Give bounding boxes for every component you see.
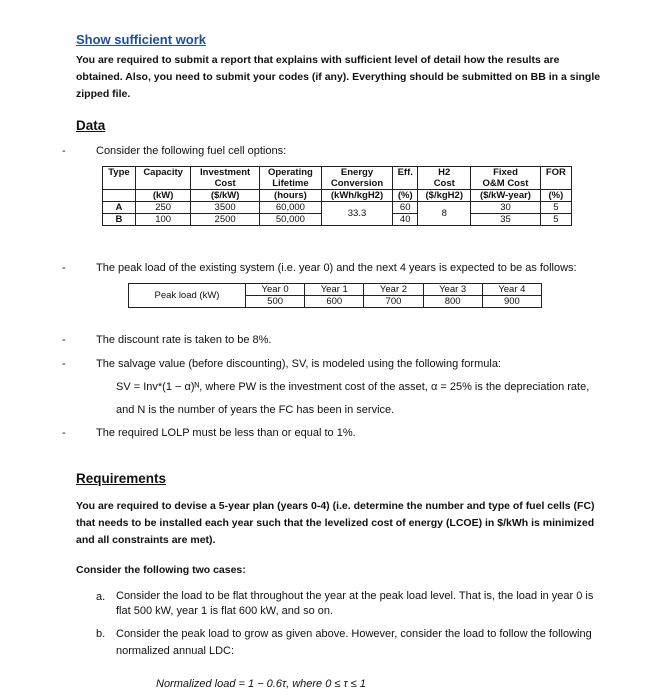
table-unit-cell: (kWh/kgH2) [321, 190, 392, 202]
table-header-cell [540, 178, 571, 190]
table-header-cell: Year 0 [246, 284, 305, 296]
table-cell: 35 [471, 214, 541, 226]
table-cell: 700 [364, 296, 423, 308]
table-unit-cell: ($/kW) [191, 190, 260, 202]
table-header-cell: Conversion [321, 178, 392, 190]
table-header-cell: Cost [418, 178, 471, 190]
table-cell: 60 [393, 202, 418, 214]
table-header-cell [103, 178, 136, 190]
requirements-paragraph: You are required to devise a 5-year plan (years 0-4) (i.e. determine the number and type of fuel cells (FC) that needs to be installed each year such that the levelized cost of energy (LCOE) in $/kWh is minimized and all constraints are met). [76, 500, 595, 546]
table-unit-cell: ($/kW-year) [471, 190, 541, 202]
table-unit-cell [103, 190, 136, 202]
lolp-text: The required LOLP must be less than or equal to 1%. [96, 427, 356, 439]
table-cell: 5 [540, 214, 571, 226]
peak-load-table [128, 283, 542, 308]
table-cell: 800 [423, 296, 482, 308]
table-cell: 5 [540, 202, 571, 214]
discount-rate-text: The discount rate is taken to be 8%. [96, 334, 272, 346]
table-cell: 2500 [191, 214, 260, 226]
table-cell: 250 [135, 202, 190, 214]
salvage-tail: and N is the number of years the FC has been in service. [116, 404, 395, 416]
table-header-cell: Year 3 [423, 284, 482, 296]
fc-intro: Consider the following fuel cell options: [96, 145, 287, 157]
case-b-text: Consider the peak load to grow as given above. However, consider the load to follow the following normalized annual LDC: [116, 628, 592, 657]
table-unit-cell: (%) [540, 190, 571, 202]
table-header-cell: Capacity [135, 167, 190, 179]
table-header-cell [135, 178, 190, 190]
table-header-cell: Operating [259, 167, 321, 179]
table-header-cell: Energy [321, 167, 392, 179]
ldc-formula: Normalized load = 1 − 0.6τ, where 0 ≤ τ ≤ 1 [156, 678, 366, 690]
case-a-marker: a. [96, 591, 106, 603]
table-cell: 33.3 [321, 202, 392, 226]
table-header-row [129, 284, 542, 296]
table-units-row [103, 190, 572, 202]
table-header-row [103, 178, 572, 190]
table-cell: 50,000 [259, 214, 321, 226]
table-header-cell: Cost [191, 178, 260, 190]
table-unit-cell: (%) [393, 190, 418, 202]
table-header-row [103, 167, 572, 179]
table-header-cell: Year 2 [364, 284, 423, 296]
table-cell: 60,000 [259, 202, 321, 214]
bullet-dash: - [62, 427, 66, 439]
table-header-cell: Lifetime [259, 178, 321, 190]
table-cell: 30 [471, 202, 541, 214]
table-cell: A [103, 202, 136, 214]
fuel-cell-table [102, 166, 572, 226]
cases-heading: Consider the following two cases: [76, 564, 246, 576]
table-header-cell: Fixed [471, 167, 541, 179]
table-cell: 8 [418, 202, 471, 226]
table-header-cell: Eff. [393, 167, 418, 179]
salvage-formula: SV = Inv*(1 − α)ᴺ, where PW is the investment cost of the asset, α = 25% is the depreciation rate, [116, 381, 590, 393]
table-header-cell [393, 178, 418, 190]
bullet-dash: - [62, 334, 66, 346]
table-header-cell: Type [103, 167, 136, 179]
table-row [103, 202, 572, 214]
show-work-heading: Show sufficient work [76, 32, 207, 47]
table-unit-cell: (kW) [135, 190, 190, 202]
table-cell: 40 [393, 214, 418, 226]
table-cell: 100 [135, 214, 190, 226]
salvage-intro: The salvage value (before discounting), SV, is modeled using the following formula: [96, 358, 501, 370]
show-work-paragraph: You are required to submit a report that explains with sufficient level of detail how the results are obtained. Also, you need to submit your codes (if any). Everything should be submitted on BB in a single zipped file. [76, 54, 601, 100]
peak-load-row-label: Peak load (kW) [129, 284, 246, 308]
table-header-cell: H2 [418, 167, 471, 179]
table-cell: 600 [305, 296, 364, 308]
data-heading: Data [76, 118, 106, 133]
table-unit-cell: (hours) [259, 190, 321, 202]
table-header-cell: O&M Cost [471, 178, 541, 190]
table-cell: 500 [246, 296, 305, 308]
table-header-cell: FOR [540, 167, 571, 179]
case-b-marker: b. [96, 628, 106, 640]
table-unit-cell: ($/kgH2) [418, 190, 471, 202]
table-cell: 3500 [191, 202, 260, 214]
case-a-text: Consider the load to be flat throughout the year at the peak load level. That is, the load in year 0 is flat 500 kW, year 1 is flat 600 kW, and so on. [116, 590, 594, 617]
table-cell: B [103, 214, 136, 226]
table-header-cell: Investment [191, 167, 260, 179]
table-cell: 900 [482, 296, 541, 308]
bullet-dash: - [62, 262, 66, 274]
requirements-heading: Requirements [76, 471, 167, 486]
bullet-dash: - [62, 145, 66, 157]
table-header-cell: Year 4 [482, 284, 541, 296]
peak-intro: The peak load of the existing system (i.e. year 0) and the next 4 years is expected to be as follows: [96, 262, 577, 274]
bullet-dash: - [62, 358, 66, 370]
table-header-cell: Year 1 [305, 284, 364, 296]
